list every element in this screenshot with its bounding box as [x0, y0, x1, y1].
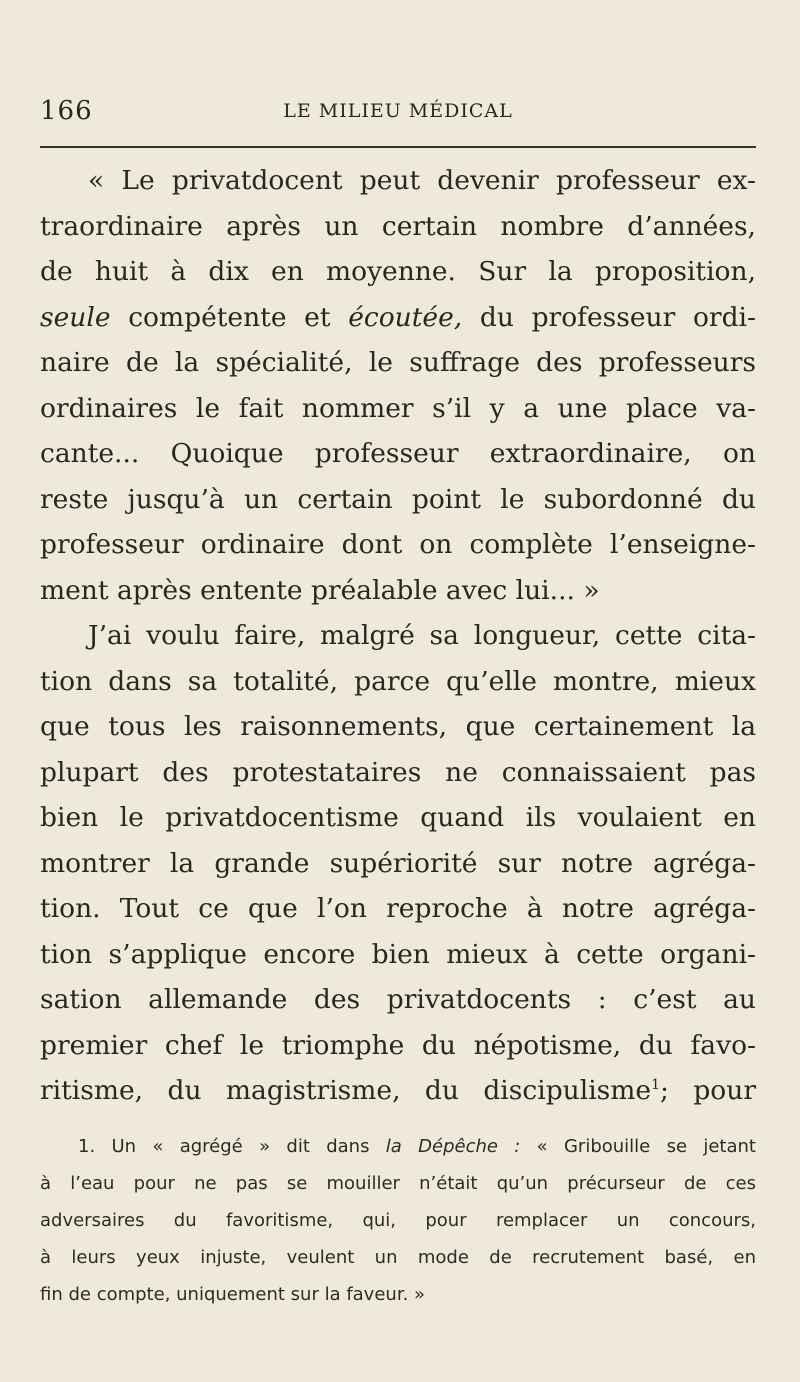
italic-word: écoutée, [348, 301, 463, 333]
text-line: professeur ordinaire dont on complète l’enseigne- [40, 529, 756, 560]
body-text [40, 158, 756, 1114]
text-line: premier chef le triomphe du népotisme, du favo- [40, 1029, 756, 1061]
text-line: seule compétente et écoutée, du professeur ordi- [40, 301, 756, 333]
text-line: sation allemande des privatdocents : c’est au [40, 984, 756, 1015]
header-rule [40, 146, 756, 148]
footnote-line: 1. Un « agrégé » dit dans la Dépêche : « Gribouille se jetant [78, 1136, 756, 1157]
text-line: naire de la spécialité, le suffrage des professeurs [40, 347, 756, 378]
italic-word: seule [40, 301, 111, 333]
text-line: bien le privatdocentisme quand ils voulaient en [40, 802, 756, 833]
text-line: reste jusqu’à un certain point le subordonné du [40, 483, 756, 515]
footnote-line: à leurs yeux injuste, veulent un mode de recrutement basé, en [40, 1247, 756, 1268]
text-line: « Le privatdocent peut devenir professeur ex- [88, 165, 756, 196]
text-line: ordinaires le fait nommer s’il y a une place va- [40, 392, 756, 424]
text-line: cante... Quoique professeur extraordinaire, on [40, 438, 756, 469]
text-line: que tous les raisonnements, que certainement la [40, 711, 756, 742]
text-line: traordinaire après un certain nombre d’années, [40, 210, 756, 242]
text-line: ment après entente préalable avec lui... » [40, 574, 600, 606]
footnote-line: adversaires du favoritisme, qui, pour remplacer un concours, [40, 1210, 756, 1231]
footnote-line: à l’eau pour ne pas se mouiller n’était qu’un précurseur de ces [40, 1173, 756, 1194]
footnote-marker: 1 [651, 1077, 661, 1094]
footnote-line: fin de compte, uniquement sur la faveur. » [40, 1284, 426, 1305]
text-line: de huit à dix en moyenne. Sur la proposition, [40, 256, 756, 287]
text-line: tion. Tout ce que l’on reproche à notre agréga- [40, 893, 756, 924]
text-line: plupart des protestataires ne connaissaient pas [40, 756, 756, 788]
footnotes [40, 1128, 756, 1313]
text-line: tion dans sa totalité, parce qu’elle montre, mieux [40, 665, 756, 697]
text-line: montrer la grande supériorité sur notre agréga- [40, 847, 756, 879]
page-number: 166 [40, 96, 93, 126]
running-title: LE MILIEU MÉDICAL [283, 100, 513, 122]
text-line: J’ai voulu faire, malgré sa longueur, cette cita- [88, 620, 756, 651]
text-line: ritisme, du magistrisme, du discipulisme$^1$; pour [40, 1075, 756, 1106]
text-line: tion s’applique encore bien mieux à cette organi- [40, 938, 756, 970]
page-header [40, 96, 756, 132]
